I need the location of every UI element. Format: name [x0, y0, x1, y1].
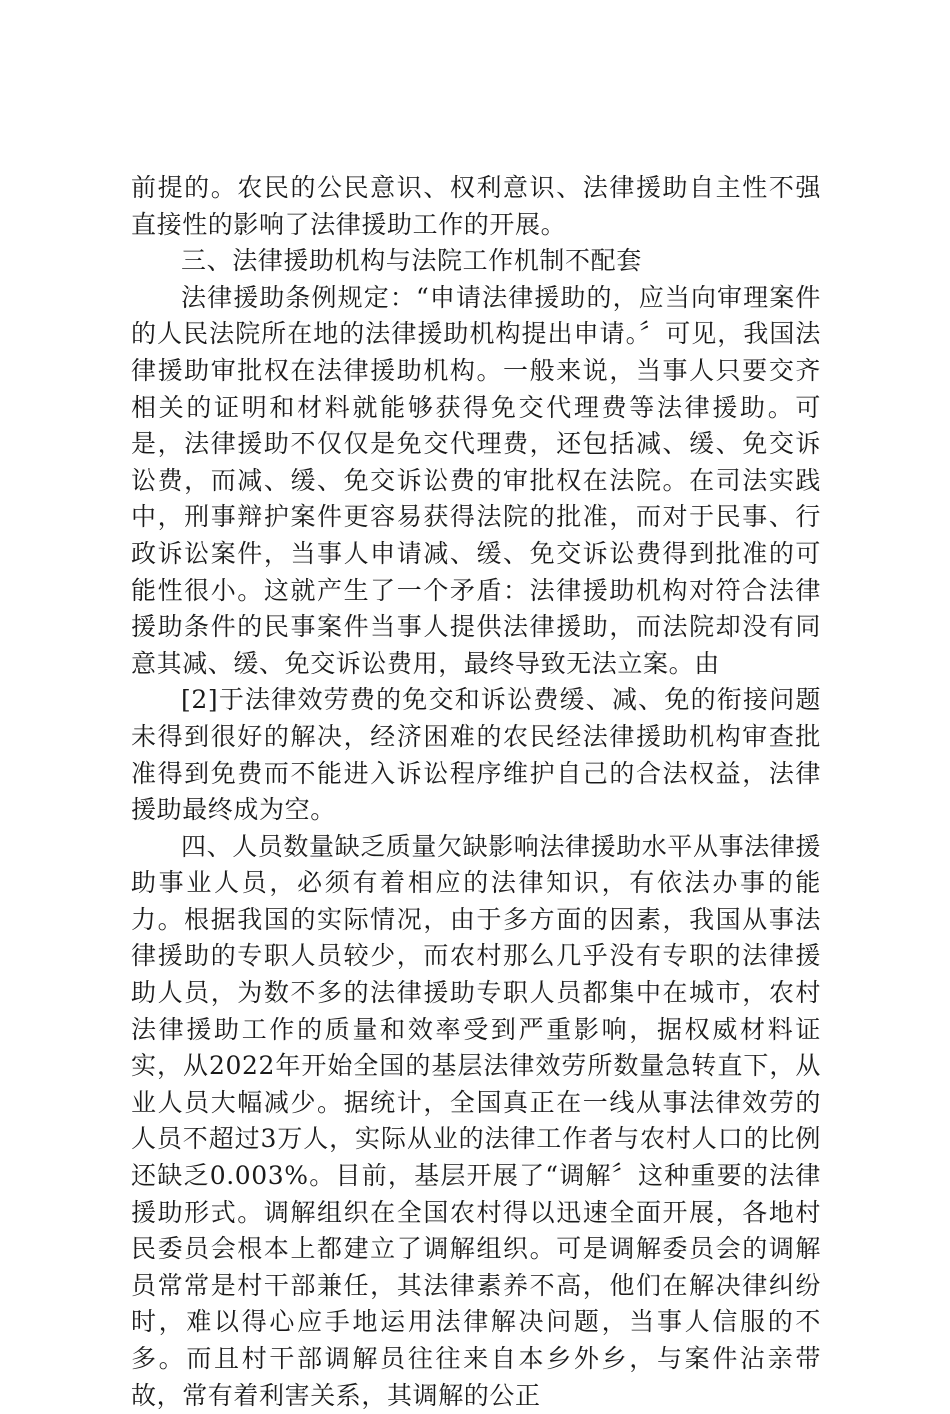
paragraph-continuation: 前提的。农民的公民意识、权利意识、法律援助自主性不强直接性的影响了法律援助工作的开展。	[131, 173, 821, 239]
paragraph-legal-aid-regulation: 法律援助条例规定：“申请法律援助的，应当向审理案件的人民法院所在地的法律援助机构提出申请。〞可见，我国法律援助审批权在法律援助机构。一般来说，当事人只要交齐相关的证明和材料就能够获得免交代理费等法律援助。可是，法律援助不仅仅是免交代理费，还包括减、缓、免交诉讼费，而减、缓、免交诉讼费的审批权在法院。在司法实践中，刑事辩护案件更容易获得法院的批准，而对于民事、行政诉讼案件，当事人申请减、缓、免交诉讼费得到批准的可能性很小。这就产生了一个矛盾：法律援助机构对符合法律援助条件的民事案件当事人提供法律援助，而法院却没有同意其减、缓、免交诉讼费用，最终导致无法立案。由	[131, 282, 821, 678]
section-paragraph-4: 四、人员数量缺乏质量欠缺影响法律援助水平从事法律援助事业人员，必须有着相应的法律知识，有依法办事的能力。根据我国的实际情况，由于多方面的因素，我国从事法律援助的专职人员较少，而农村那么几乎没有专职的法律援助人员，为数不多的法律援助专职人员都集中在城市，农村法律援助工作的质量和效率受到严重影响，据权威材料证实，从2022年开始全国的基层法律效劳所数量急转直下，从业人员大幅减少。据统计，全国真正在一线从事法律效劳的人员不超过3万人，实际从业的法律工作者与农村人口的比例还缺乏0.003%。目前，基层开展了“调解〞这种重要的法律援助形式。调解组织在全国农村得以迅速全面开展，各地村民委员会根本上都建立了调解组织。可是调解委员会的调解员常常是村干部兼任，其法律素养不高，他们在解决律纠纷时，难以得心应手地运用法律解决问题，当事人信服的不多。而且村干部调解员往往来自本乡外乡，与案件沾亲带故，常有着利害关系，其调解的公正	[131, 831, 822, 1410]
paragraph-fee-waiver: [2]于法律效劳费的免交和诉讼费缓、减、免的衔接问题未得到很好的解决，经济困难的农民经法律援助机构审查批准得到免费而不能进入诉讼程序维护自己的合法权益，法律援助最终成为空。	[131, 685, 821, 825]
document-body	[131, 170, 821, 1414]
section-heading-3: 三、法律援助机构与法院工作机制不配套	[181, 246, 642, 276]
